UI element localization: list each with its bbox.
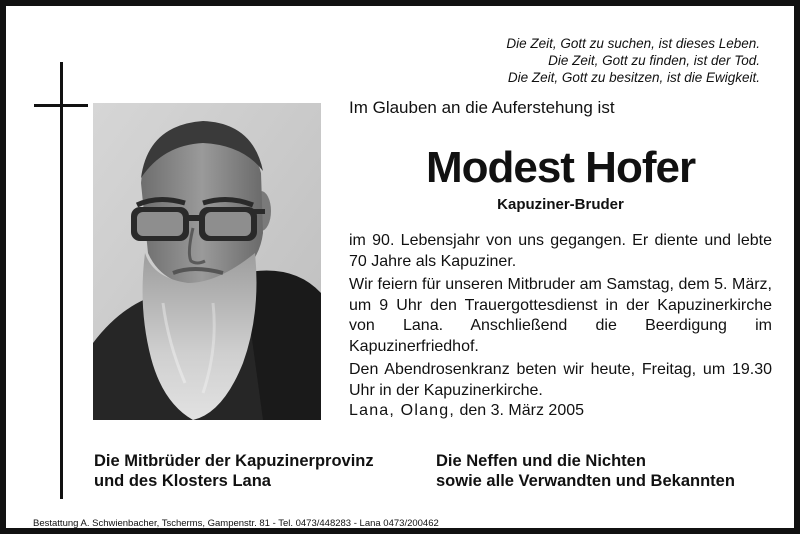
mourners-line: sowie alle Verwandten und Bekannten [436,472,735,490]
epigraph-line: Die Zeit, Gott zu besitzen, ist die Ewigkeit. [507,70,760,85]
date: den 3. März 2005 [459,402,585,419]
announcement-paragraph: Den Abendrosenkranz beten wir heute, Freitag, um 19.30 Uhr in der Kapuzinerkirche. [349,361,772,399]
mourners-right [436,451,735,491]
announcement-paragraph: im 90. Lebensjahr von uns gegangen. Er diente und lebte 70 Jahre als Kapuziner. [349,232,772,270]
cross-icon-horizontal-bar [34,104,88,107]
funeral-home-footer: Bestattung A. Schwienbacher, Tscherms, Gampenstr. 81 - Tel. 0473/448283 - Lana 0473/200462 [33,518,439,529]
mourners-line: und des Klosters Lana [94,472,271,490]
deceased-role: Kapuziner-Bruder [497,196,624,213]
epigraph-line: Die Zeit, Gott zu suchen, ist dieses Leben. [506,36,760,51]
mourners-line: Die Neffen und die Nichten [436,452,646,470]
mourners-left [94,451,374,491]
epigraph [360,35,760,86]
place: Lana, Olang, [349,402,456,419]
announcement-text [349,231,772,404]
portrait-photo [93,103,321,420]
mourners-line: Die Mitbrüder der Kapuzinerprovinz [94,452,374,470]
cross-icon-vertical-bar [60,62,63,499]
place-and-date [349,401,584,421]
deceased-name: Modest Hofer [425,143,696,192]
epigraph-line: Die Zeit, Gott zu finden, ist der Tod. [548,53,760,68]
announcement-paragraph: Wir feiern für unseren Mitbruder am Samstag, dem 5. März, um 9 Uhr den Trauergottesdienst in der Kapuzinerkirche von Lana. Anschließend die Beerdigung im Kapuzinerfriedhof. [349,276,772,355]
intro-line: Im Glauben an die Auferstehung ist [349,98,615,117]
